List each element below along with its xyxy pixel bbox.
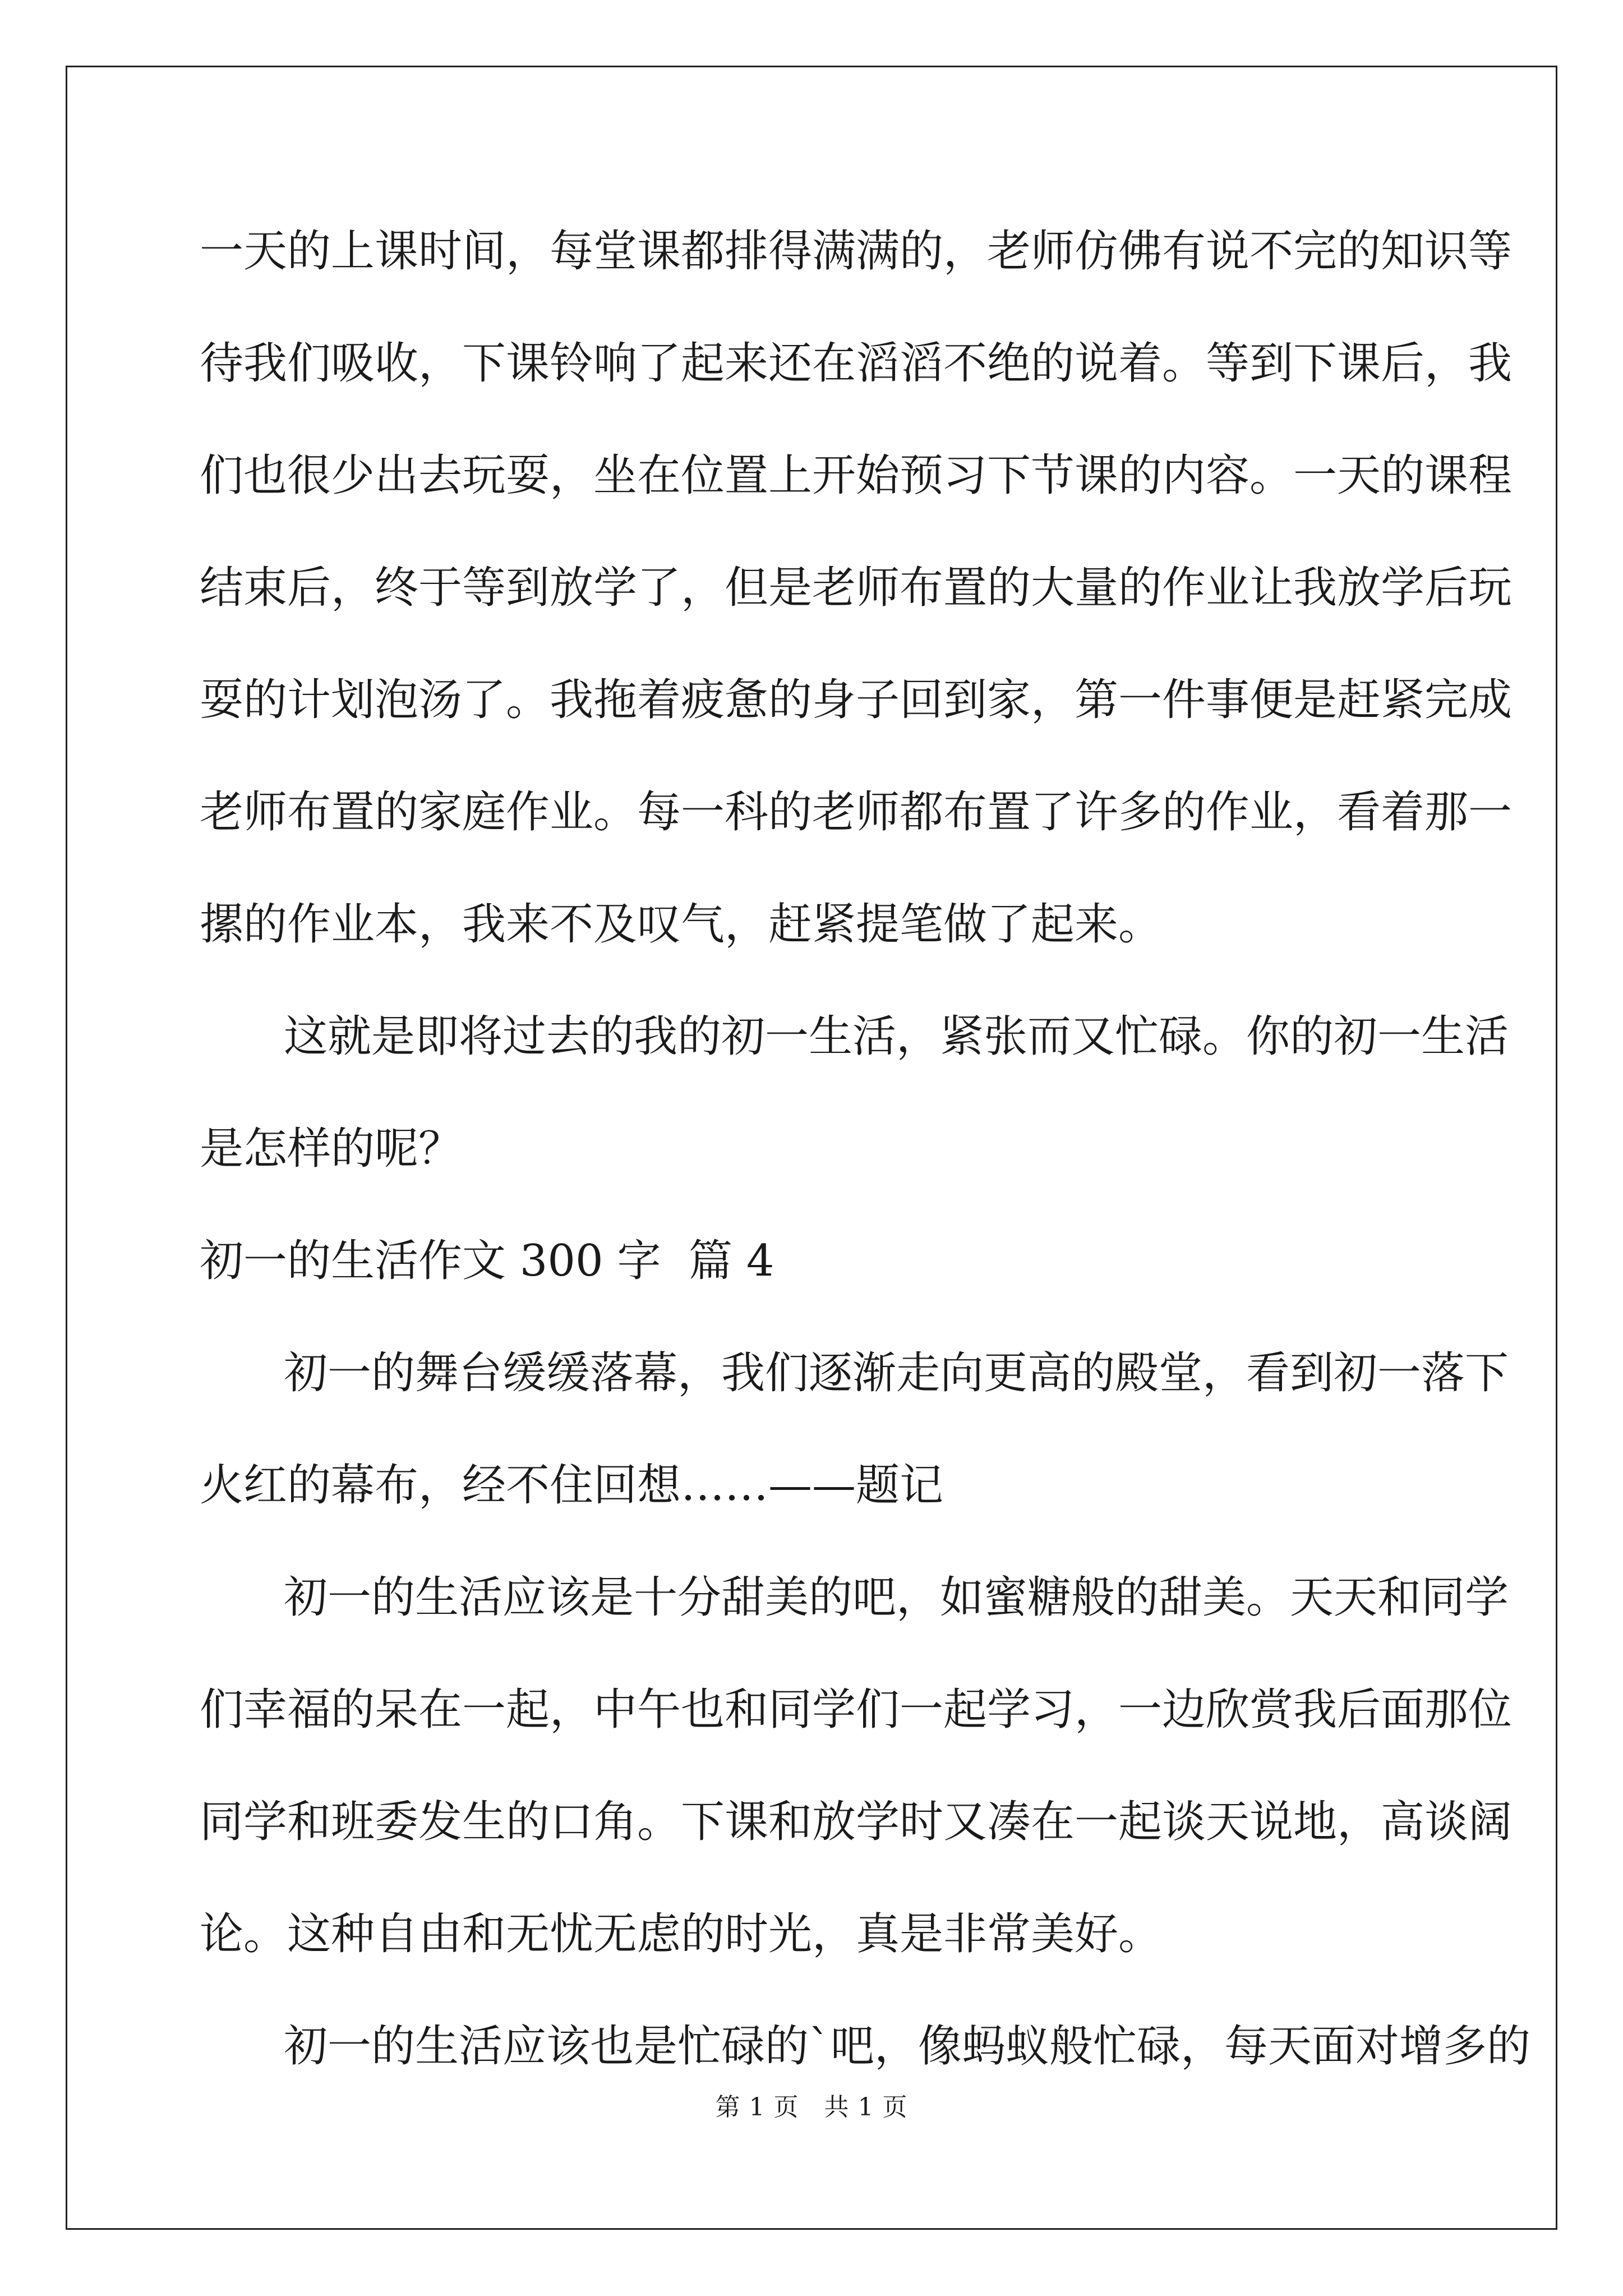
- text-line: 老师布置的家庭作业。每一科的老师都布置了许多的作业，看着那一: [200, 787, 1513, 838]
- text-line: 初一的生活应该是十分甜美的吧，如蜜糖般的甜美。天天和同学: [284, 1572, 1509, 1623]
- text-line: 结束后，终于等到放学了，但是老师布置的大量的作业让我放学后玩: [200, 563, 1513, 613]
- text-line: 们幸福的呆在一起，中午也和同学们一起学习，一边欣赏我后面那位: [200, 1685, 1513, 1735]
- text-line: 初一的舞台缓缓落幕，我们逐渐走向更高的殿堂，看到初一落下: [284, 1348, 1509, 1398]
- text-line: 摞的作业本，我来不及叹气，赶紧提笔做了起来。: [200, 899, 1163, 950]
- text-line: 火红的幕布，经不住回想……——题记: [200, 1460, 944, 1511]
- text-line: 耍的计划泡汤了。我拖着疲惫的身子回到家，第一件事便是赶紧完成: [200, 675, 1513, 725]
- text-line: 待我们吸收，下课铃响了起来还在滔滔不绝的说着。等到下课后，我: [200, 338, 1513, 389]
- text-line: 们也很少出去玩耍，坐在位置上开始预习下节课的内容。一天的课程: [200, 450, 1513, 501]
- section-heading: 初一的生活作文 300 字 篇 4: [200, 1236, 774, 1286]
- text-line: 论。这种自由和无忧无虑的时光，真是非常美好。: [200, 1909, 1163, 1959]
- text-line: 初一的生活应该也是忙碌的`吧，像蚂蚁般忙碌，每天面对增多的: [284, 2021, 1531, 2072]
- page-number-footer: 第 1 页 共 1 页: [715, 2093, 908, 2122]
- text-line: 这就是即将过去的我的初一生活，紧张而又忙碌。你的初一生活: [284, 1011, 1509, 1062]
- text-line: 同学和班委发生的口角。下课和放学时又凑在一起谈天说地，高谈阔: [200, 1797, 1513, 1847]
- text-line: 一天的上课时间，每堂课都排得满满的，老师仿佛有说不完的知识等: [200, 226, 1513, 277]
- text-line: 是怎样的呢？: [200, 1124, 463, 1174]
